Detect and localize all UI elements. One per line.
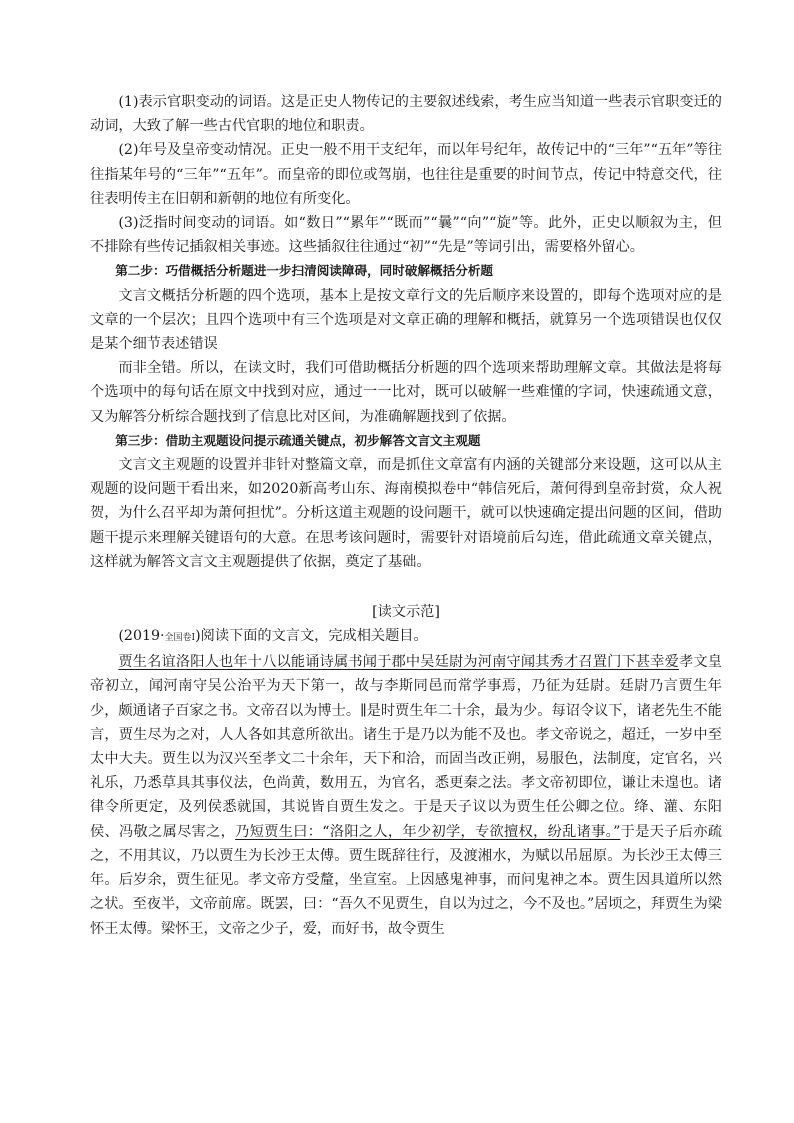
passage-underlined-segment-1: 贾生名谊洛阳人也年十八以能诵诗属书闻于郡中吴廷尉为河南守闻其秀才召置门下甚幸爱 [118, 654, 680, 671]
step2-paragraph-2: 而非全错。所以，在读文时，我们可借助概括分析题的四个选项来帮助理解文章。其做法是将每个选项中的每句话在原文中找到对应，通过一一比对，既可以破解一些难懂的字词，快速疏通文意，又为解答分析综合题找到了信息比对区间，为准确解题找到了依据。 [90, 360, 722, 425]
passage-underlined-segment-2: 乃短贾生曰：“洛阳之人，年少初学，专欲擅权，纷乱诸事。” [235, 823, 621, 840]
example-source-line [90, 624, 722, 650]
classical-passage [90, 650, 722, 940]
method-item-3: (3)泛指时间变动的词语。如“数日”“累年”“既而”“曩”“向”“旋”等。此外，正史以顺叙为主，但不排除有些传记插叙相关事迹。这些插叙往往通过“初”“先是”等词引出，需要格外留心。 [90, 215, 722, 256]
step3-paragraph-1: 文言文主观题的设置并非针对整篇文章，而是抓住文章富有内涵的关键部分来设题，这可以从主观题的设问题干看出来，如2020新高考山东、海南模拟卷中“韩信死后，萧何得到皇帝封赏，众人祝贺，为什么召平却为萧何担忧”。分析这道主观题的设问题干，就可以快速确定提出问题的区间，借助题干提示来理解关键语句的大意。在思考该问题时，需要针对语境前后勾连，借此疏通文章关键点，这样就为解答文言文主观题提供了依据，奠定了基础。 [90, 457, 722, 570]
passage-segment-2: 于是天子后亦疏之，不用其议，乃以贾生为长沙王太傅。贾生既辞往行，及渡湘水，为赋以吊屈原。为长沙王太傅三年。后岁余，贾生征见。孝文帝方受釐，坐宣室。上因感鬼神事，而问鬼神之本。贾生因具道所以然之状。至夜半，文帝前席。既罢，曰：“吾久不见贾生，自以为过之，今不及也。”居顷之，拜贾生为梁怀王太傅。梁怀王，文帝之少子，爱，而好书，故令贾生 [90, 823, 722, 937]
step3-heading: 第三步：借助主观题设问提示疏通关键点，初步解答文言文主观题 [115, 432, 481, 448]
step2-paragraph-1: 文言文概括分析题的四个选项，基本上是按文章行文的先后顺序来设置的，即每个选项对应的是文章的一个层次；且四个选项中有三个选项是对文章正确的理解和概括，就算另一个选项错误也仅仅是某个细节表述错误 [90, 287, 722, 353]
method-item-1: (1)表示官职变动的词语。这是正史人物传记的主要叙述线索，考生应当知道一些表示官职变迁的动词，大致了解一些古代官职的地位和职责。 [90, 94, 722, 135]
source-year: (2019· [118, 628, 165, 645]
example-section-title: [读文示范] [372, 604, 440, 621]
source-instruction: )阅读下面的文言文，完成相关题目。 [195, 628, 428, 645]
method-item-2: (2)年号及皇帝变动情况。正史一般不用干支纪年，而以年号纪年，故传记中的“三年”“五年”等往往指某年号的“三年”“五年”。而皇帝的即位或驾崩，也往往是重要的时间节点，传记中特意交代，往往表明传主在旧朝和新朝的地位有所变化。 [90, 142, 722, 207]
step2-heading: 第二步：巧借概括分析题进一步扫清阅读障碍，同时破解概括分析题 [115, 263, 493, 279]
source-tag: 全国卷Ⅰ [164, 633, 196, 644]
passage-segment-1: 孝文皇帝初立，闻河南守吴公治平为天下第一，故与李斯同邑而常学事焉，乃征为廷尉。廷尉乃言贾生年少，颇通诸子百家之书。文帝召以为博士。∥是时贾生年二十余，最为少。每诏令议下，诸老先生不能言，贾生尽为之对，人人各如其意所欲出。诸生于是乃以为能不及也。孝文帝说之，超迁，一岁中至太中大夫。贾生以为汉兴至孝文二十余年，天下和洽，而固当改正朔，易服色，法制度，定官名，兴礼乐，乃悉草具其事仪法，色尚黄，数用五，为官名，悉更秦之法。孝文帝初即位，谦让未遑也。诸律令所更定，及列侯悉就国，其说皆自贾生发之。于是天子议以为贾生任公卿之位。绛、灌、东阳侯、冯敬之属尽害之， [90, 654, 722, 840]
document-page [90, 90, 722, 941]
